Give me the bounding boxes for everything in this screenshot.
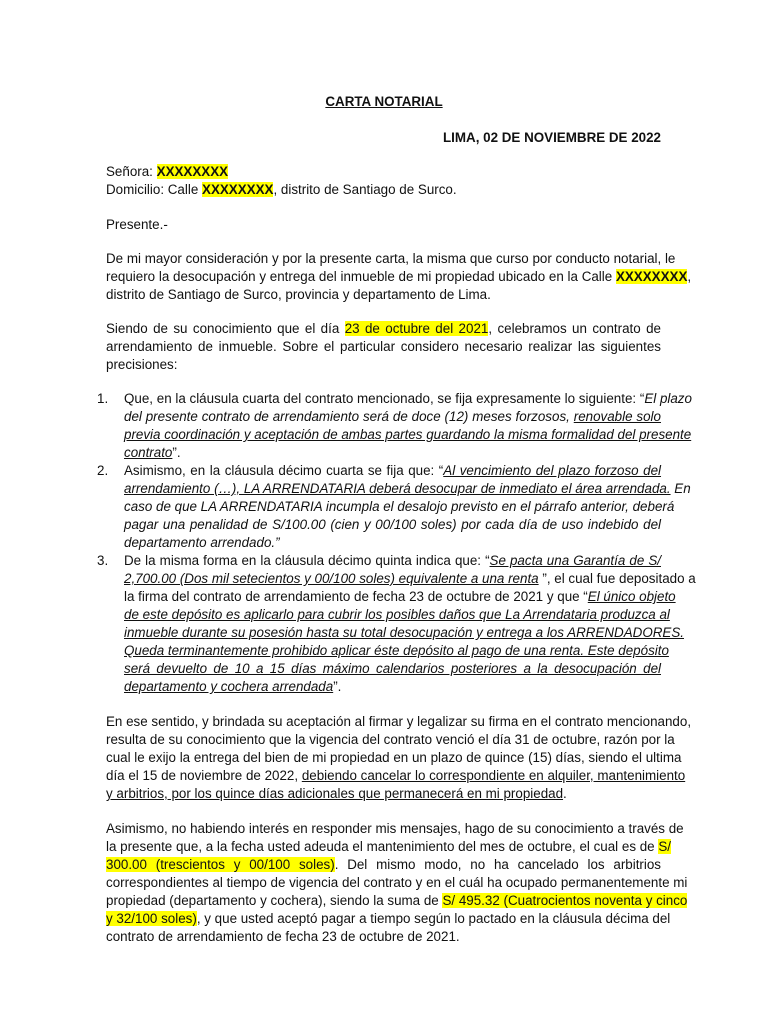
address-line [106,181,457,199]
p4-line-3-rest: . Del mismo modo, no ha cancelado los arbitrios [334,857,661,872]
item3-underlined-end: departamento y cochera arrendada [124,679,334,694]
document-title: CARTA NOTARIAL [325,94,443,109]
p4-line-5-text: propiedad (departamento y cochera), siendo la suma de [106,893,439,908]
item3-line-2 [124,570,696,588]
item1-quote-start: El plazo [644,391,692,406]
p2-line-1 [106,320,661,338]
address-name: XXXXXXXX [202,182,274,197]
p3-line-1: En ese sentido, y brindada su aceptación al firmar y legalizar su firma en el contrato mencionando, [106,714,692,729]
item2-line-2 [124,480,691,498]
item3-line-2-rest: ”, el cual fue depositado a [542,571,696,586]
item2-line-1 [124,462,661,480]
presente-text: Presente.- [106,217,168,232]
p4-line-2 [106,838,672,856]
p3-line-4-text: día el 15 de noviembre de 2022, [106,768,299,783]
item3-end: ”. [333,679,342,694]
address-label: Domicilio: Calle [106,182,199,197]
p3-line-5 [106,785,567,803]
p4-line-7: contrato de arrendamiento de fecha 23 de octubre de 2021. [106,929,460,944]
p4-line-6 [106,910,671,928]
item1-line-1 [124,390,692,408]
p2-date-highlight: 23 de octubre del 2021 [344,321,489,336]
p1-line-1: De mi mayor consideración y por la presente carta, la misma que curso por conducto notarial, le [106,251,676,266]
p2-line-1-text: Siendo de su conocimiento que el día [106,321,340,336]
p3-line-4 [106,767,686,785]
item1-contrato: contrato [124,445,173,460]
item2-line-4: pagar una penalidad de S/100.00 (cien y 00/100 soles) por cada día de uso indebido del [124,517,661,532]
recipient-line [106,163,228,181]
p3-underlined: debiendo cancelar lo correspondiente en alquiler, mantenimiento [301,768,686,783]
item1-line-1-text: Que, en la cláusula cuarta del contrato mencionado, se fija expresamente lo siguiente: “ [124,391,645,406]
item1-line-2-text: del presente contrato de arrendamiento será de doce (12) meses forzosos, [124,409,570,424]
recipient-name: XXXXXXXX [156,164,229,179]
item3-line-3 [124,588,676,606]
p1-address-highlight: XXXXXXXX [615,269,688,284]
item3-line-4: de este depósito es aplicarlo para cubrir los posibles daños que La Arrendataria produzca al [124,607,670,622]
item3-line-1-text: De la misma forma en la cláusula décimo quinta indica que: “ [124,553,490,568]
item3-quote-2: El único objeto [587,589,676,604]
item1-line-2 [124,408,661,426]
item1-end: ”. [172,445,181,460]
p1-line-3: distrito de Santiago de Surco, provincia y departamento de Lima. [106,287,491,302]
p4-line-6-rest: , y que usted aceptó pagar a tiempo según lo pactado en la cláusula décima del [196,911,671,926]
p3-underlined-end: y arbitrios, por los quince días adicionales que permanecerá en mi propiedad [106,786,564,801]
p4-amount-highlight-3: S/ 495.32 (Cuatrocientos noventa y cinco [442,893,688,908]
p4-amount-highlight-1: S/ [658,839,672,854]
item2-line-3: caso de que LA ARRENDATARIA incumpla el desalojo previsto en el párrafo anterior, deberá [124,499,675,514]
p4-amount-highlight-2: 300.00 (trescientos y 00/100 soles) [106,857,335,872]
list-number-2: 2. [97,463,109,478]
p4-line-3 [106,856,661,874]
item1-line-3: previa coordinación y aceptación de ambas partes guardando la misma formalidad del presente [124,427,692,442]
p3-line-2: resulta de su conocimiento que la vigencia del contrato venció el día 31 de octubre, razón por la [106,732,675,747]
p2-line-1-rest: , celebramos un contrato de [488,321,661,336]
item3-line-8 [124,678,341,696]
address-rest: , distrito de Santiago de Surco. [273,182,457,197]
item3-quote-start: Se pacta una Garantía de S/ [489,553,661,568]
p1-line-2-text: requiero la desocupación y entrega del inmueble de mi propiedad ubicado en la Calle [106,269,613,284]
item3-line-6: Queda terminantemente prohibido aplicar éste depósito al pago de una renta. Este depósito [124,643,669,658]
p3-end: . [563,786,567,801]
item2-en: En [674,481,691,496]
item1-underlined: renovable solo [573,409,661,424]
item2-quote-start: Al vencimiento del plazo forzoso del [443,463,662,478]
item3-line-7: será devuelto de 10 a 15 días máximo calendarios posteriores a la desocupación del [124,661,661,676]
p1-comma: , [687,269,692,284]
p2-line-3: precisiones: [106,357,178,372]
item2-underlined: arrendamiento (…), LA ARRENDATARIA deberá desocupar de inmediato el área arrendada. [124,481,671,496]
p4-line-4: correspondientes al tiempo de vigencia del contrato y en el cuál ha ocupado permanentemente mi [106,875,688,890]
item3-line-5: inmueble durante su posesión hasta su total desocupación y entrega a los ARRENDADORES. [124,625,684,640]
list-number-1: 1. [97,391,109,406]
document-date: LIMA, 02 DE NOVIEMBRE DE 2022 [442,130,661,145]
item2-line-1-text: Asimismo, en la cláusula décimo cuarta se fija que: “ [124,463,444,478]
item3-line-1 [124,552,661,570]
list-number-3: 3. [97,553,109,568]
item1-line-4 [124,444,181,462]
p4-line-2-text: la presente que, a la fecha usted adeuda el mantenimiento del mes de octubre, el cual es de [106,839,655,854]
p3-line-3: cual le exijo la entrega del bien de mi propiedad en un plazo de quince (15) días, siendo el ultima [106,750,682,765]
item2-line-5: departamento arrendado.” [124,535,280,550]
p1-line-2 [106,268,692,286]
p4-amount-highlight-4: y 32/100 soles) [106,911,197,926]
item3-line-3-text: la firma del contrato de arrendamiento de fecha 23 de octubre de 2021 y que “ [124,589,588,604]
recipient-label: Señora: [106,164,153,179]
p4-line-5 [106,892,688,910]
p4-line-1: Asimismo, no habiendo interés en responder mis mensajes, hago de su conocimiento a través de [106,821,684,836]
item3-underlined: 2,700.00 (Dos mil setecientos y 00/100 soles) equivalente a una renta [124,571,539,586]
p2-line-2: arrendamiento de inmueble. Sobre el particular considero necesario realizar las siguientes [106,339,661,354]
